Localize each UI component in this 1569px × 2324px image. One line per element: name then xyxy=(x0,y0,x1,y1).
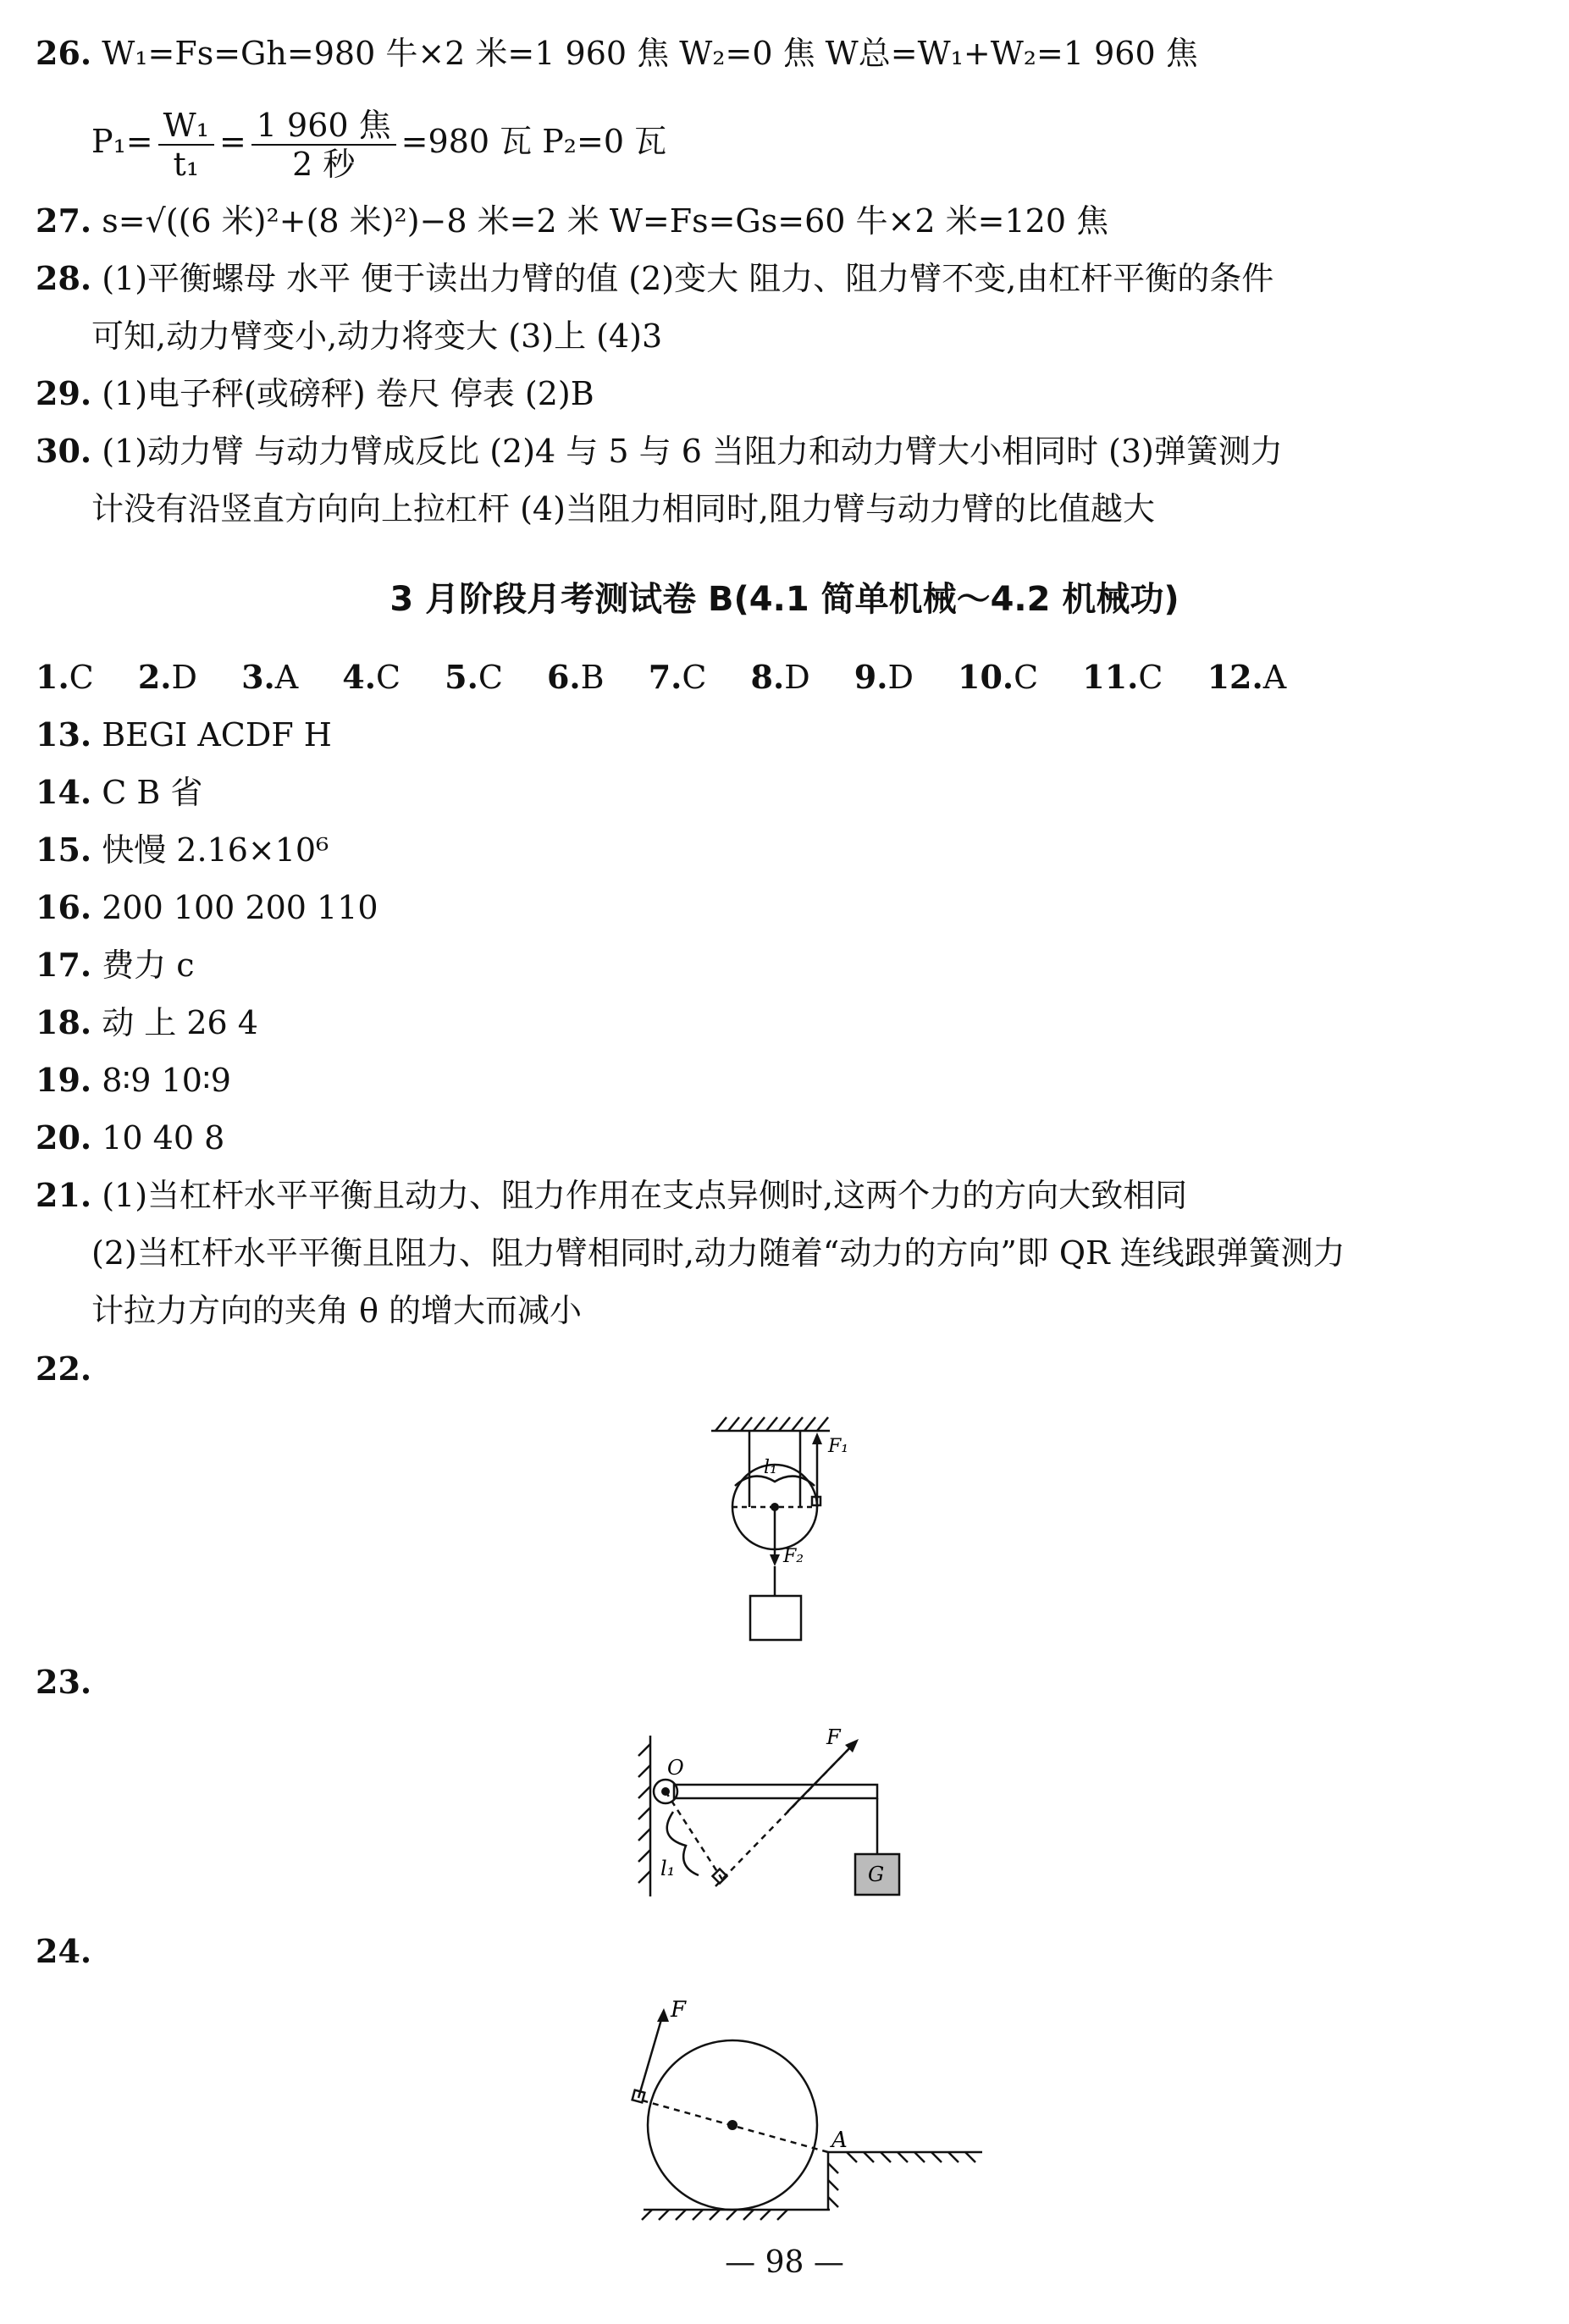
q21-line1: 21. (1)当杠杆水平平衡且动力、阻力作用在支点异侧时,这两个力的方向大致相同 xyxy=(36,1176,1188,1214)
mc-item: 12.A xyxy=(1207,658,1287,696)
q22-number: 22. xyxy=(36,1350,92,1388)
label-g: G xyxy=(868,1863,885,1886)
mc-item: 11.C xyxy=(1082,658,1163,696)
q14: 14. C B 省 xyxy=(36,773,203,811)
q16: 16. 200 100 200 110 xyxy=(36,888,378,926)
step-hatch xyxy=(828,2152,975,2207)
label-f: F xyxy=(826,1725,841,1749)
wheel-center xyxy=(727,2120,738,2130)
mc-item: 4.C xyxy=(342,658,401,696)
force-arrowhead xyxy=(657,2008,669,2022)
q21-line3: 计拉力方向的夹角 θ 的增大而减小 xyxy=(91,1292,583,1329)
q26-line1 xyxy=(36,32,1198,75)
q23-number: 23. xyxy=(36,1663,92,1701)
mc-item: 9.D xyxy=(854,658,914,696)
q22 xyxy=(36,1348,91,1390)
page-number: — 98 — xyxy=(725,2245,844,2280)
pulley-axle xyxy=(771,1503,779,1511)
q15: 15. 快慢 2.16×10⁶ xyxy=(36,831,329,869)
mc-item: 10.C xyxy=(958,658,1039,696)
f2-arrowhead xyxy=(770,1554,780,1566)
q24 xyxy=(36,1930,91,1973)
q23-lever-diagram xyxy=(627,1719,965,1922)
ceiling-hatch xyxy=(715,1417,828,1431)
q19: 19. 8∶9 10∶9 xyxy=(36,1061,231,1099)
q26-number: 26. xyxy=(36,34,92,72)
q21-line2: (2)当杠杆水平平衡且阻力、阻力臂相同时,动力随着“动力的方向”即 QR 连线跟弹簧测力 xyxy=(91,1234,1345,1272)
mc-item: 5.C xyxy=(445,658,503,696)
label-f: F xyxy=(671,1997,687,2023)
ground-hatch xyxy=(642,2210,787,2220)
force-arrow-line xyxy=(787,1744,854,1812)
mc-item: 3.A xyxy=(241,658,299,696)
mc-answers-row xyxy=(36,656,1320,698)
q26-power-line xyxy=(91,102,666,183)
wall-hatch xyxy=(638,1744,650,1883)
q14-answer: C B 省 xyxy=(102,774,203,811)
q26-frac1-denominator: t₁ xyxy=(173,145,200,183)
q30-line1 xyxy=(36,430,1283,472)
label-f1: F₁ xyxy=(828,1436,849,1457)
q26-frac2-numerator: 1 960 焦 xyxy=(251,107,396,146)
q26-power-result: =980 瓦 P₂=0 瓦 xyxy=(401,123,667,160)
q18-answer: 动 上 26 4 xyxy=(102,1004,258,1041)
q29-number: 29. xyxy=(36,374,92,412)
q21-answer-line1: (1)当杠杆水平平衡且动力、阻力作用在支点异侧时,这两个力的方向大致相同 xyxy=(102,1177,1188,1214)
q19-answer: 8∶9 10∶9 xyxy=(102,1062,231,1099)
mc-item: 8.D xyxy=(750,658,810,696)
q27 xyxy=(36,200,1108,242)
q30-number: 30. xyxy=(36,432,92,470)
label-l1: l₁ xyxy=(660,1857,676,1880)
q26-frac2-denominator: 2 秒 xyxy=(292,145,356,183)
label-l1: l₁ xyxy=(764,1457,777,1478)
q20: 20. 10 40 8 xyxy=(36,1118,225,1156)
q27-number: 27. xyxy=(36,201,92,240)
q28-line2: 可知,动力臂变小,动力将变大 (3)上 (4)3 xyxy=(91,317,663,355)
q26-work-equations: W₁=Fs=Gh=980 牛×2 米=1 960 焦 W₂=0 焦 W总=W₁+W₂=1 960 焦 xyxy=(102,35,1198,72)
q26-frac1-numerator: W₁ xyxy=(158,107,214,146)
hanging-block xyxy=(750,1596,801,1640)
q26-p1-label: P₁= xyxy=(91,123,153,160)
q29 xyxy=(36,373,594,415)
section-title: 3 月阶段月考测试卷 B(4.1 简单机械～4.2 机械功) xyxy=(389,580,1180,619)
f1-arrowhead xyxy=(812,1432,822,1444)
q26-fraction-w-t xyxy=(158,107,214,183)
q26-equals: = xyxy=(218,123,246,160)
label-a: A xyxy=(831,2128,848,2153)
q22-pulley-diagram xyxy=(694,1405,914,1659)
mc-item: 6.B xyxy=(546,658,605,696)
mc-item: 2.D xyxy=(137,658,197,696)
label-f2: F₂ xyxy=(783,1546,804,1567)
q28-number: 28. xyxy=(36,259,92,297)
q13: 13. BEGI ACDF H xyxy=(36,715,332,754)
q29-answer: (1)电子秤(或磅秤) 卷尺 停表 (2)B xyxy=(102,375,594,412)
mc-item: 1.C xyxy=(36,658,94,696)
q27-answer: s=√((6 米)²+(8 米)²)−8 米=2 米 W=Fs=Gs=60 牛×2 米=120 焦 xyxy=(102,202,1109,240)
mc-item: 7.C xyxy=(648,658,707,696)
q17: 17. 费力 c xyxy=(36,946,195,984)
q15-answer: 快慢 2.16×10⁶ xyxy=(102,831,329,869)
q18: 18. 动 上 26 4 xyxy=(36,1003,258,1041)
q20-answer: 10 40 8 xyxy=(102,1119,225,1156)
lever-bar xyxy=(674,1785,877,1798)
q17-answer: 费力 c xyxy=(102,947,195,984)
q26-fraction-values xyxy=(251,107,396,183)
q30-answer-line1: (1)动力臂 与动力臂成反比 (2)4 与 5 与 6 当阻力和动力臂大小相同时 (3)弹簧测力 xyxy=(102,433,1283,470)
pivot-point xyxy=(661,1787,670,1796)
q13-answer: BEGI ACDF H xyxy=(102,716,332,754)
q28-line1 xyxy=(36,257,1273,300)
q28-answer-line1: (1)平衡螺母 水平 便于读出力臂的值 (2)变大 阻力、阻力臂不变,由杠杆平衡的条件 xyxy=(102,260,1274,297)
q16-answer: 200 100 200 110 xyxy=(102,889,378,926)
label-o: O xyxy=(667,1756,684,1780)
q30-line2: 计没有沿竖直方向向上拉杠杆 (4)当阻力相同时,阻力臂与动力臂的比值越大 xyxy=(91,490,1155,527)
q23 xyxy=(36,1661,91,1703)
q24-number: 24. xyxy=(36,1932,92,1970)
q24-wheel-diagram xyxy=(593,1981,999,2235)
